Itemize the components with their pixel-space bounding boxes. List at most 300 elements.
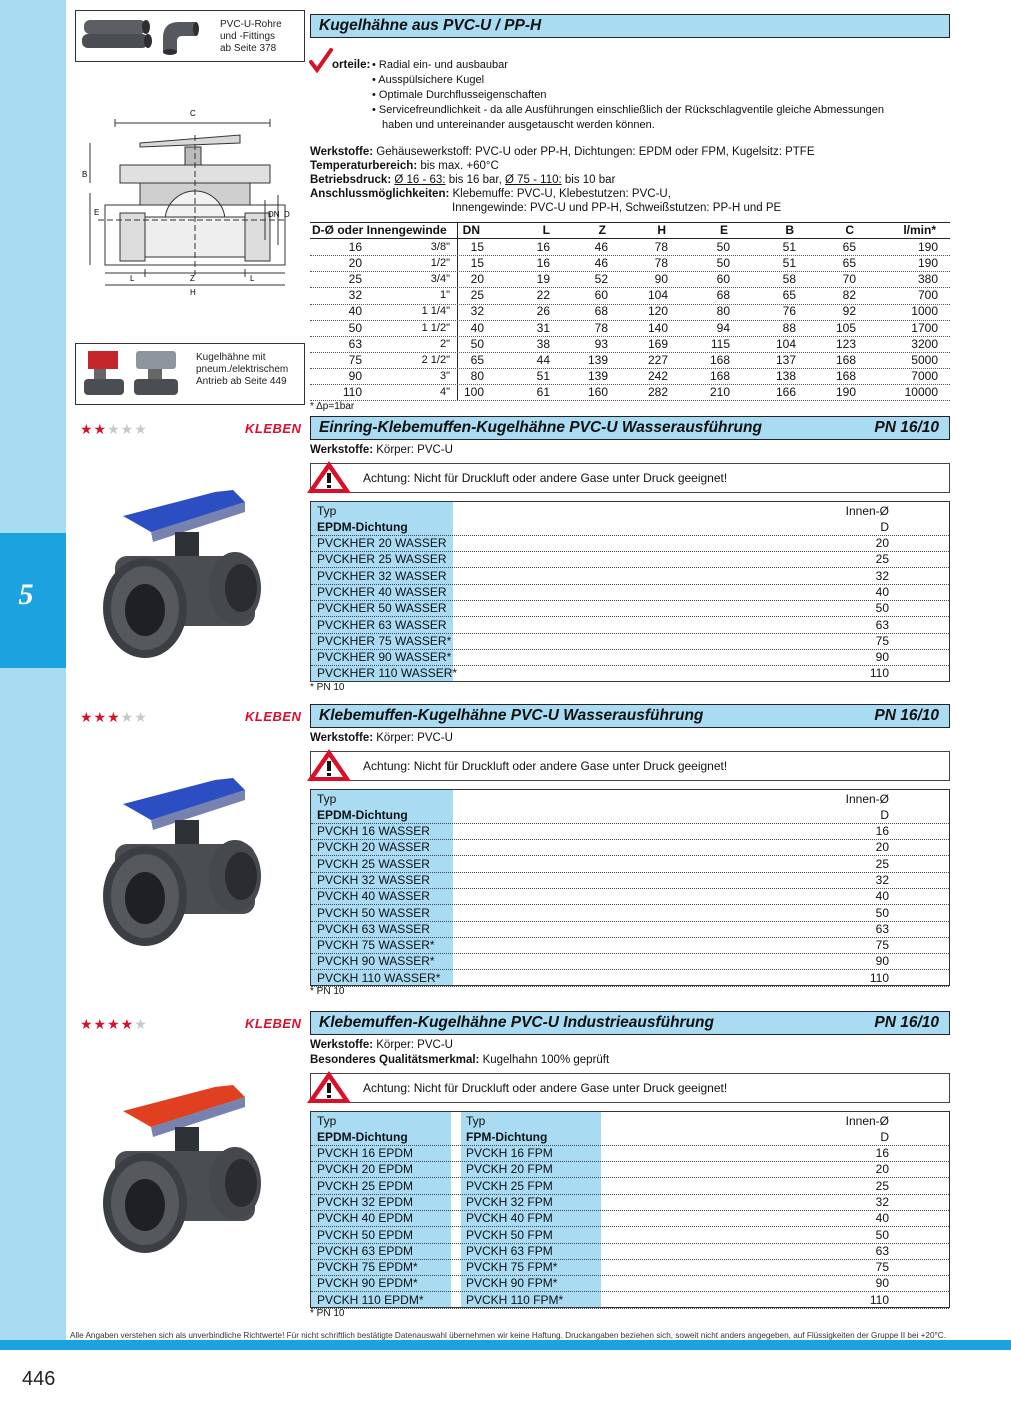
dimension-row: [310, 352, 950, 369]
cell-z: 93: [594, 336, 608, 351]
table-row[interactable]: [311, 584, 949, 601]
pipes-fittings-photo: [78, 12, 213, 60]
table-row[interactable]: [311, 1275, 949, 1292]
cell-e: 50: [716, 256, 730, 271]
dimension-row: [310, 320, 950, 337]
inner-diameter: 50: [875, 601, 889, 616]
inner-diameter: 75: [875, 938, 889, 953]
inner-diameter: 63: [875, 1243, 889, 1258]
type-code-fpm[interactable]: PVCKH 25 FPM: [466, 1178, 553, 1193]
cell-d: 75: [348, 352, 362, 367]
type-code-fpm[interactable]: PVCKH 16 FPM: [466, 1146, 553, 1160]
cell-flow: 190: [917, 256, 938, 271]
col-diameter-header: Innen-Ø: [845, 1114, 889, 1128]
werkstoffe-value: Körper: PVC-U: [376, 444, 453, 456]
advantage-item: • Optimale Durchflusseigenschaften: [372, 89, 547, 101]
dim-label-e: E: [94, 208, 100, 217]
cell-e: 94: [716, 320, 730, 335]
ref-pipes-text: [220, 19, 282, 55]
table-row[interactable]: [311, 856, 949, 873]
dimension-row: [310, 287, 950, 304]
col-header-flow: l/min*: [903, 223, 936, 237]
type-code[interactable]: PVCKH 50 WASSER: [317, 905, 430, 920]
type-code[interactable]: PVCKH 75 WASSER*: [317, 938, 435, 953]
table-row[interactable]: [311, 568, 949, 585]
inner-diameter: 40: [875, 1211, 889, 1226]
cell-b: 104: [775, 336, 796, 351]
type-code-fpm[interactable]: PVCKH 90 FPM*: [466, 1276, 558, 1291]
type-code[interactable]: PVCKH 40 WASSER: [317, 889, 430, 904]
cell-flow: 1700: [911, 320, 938, 335]
cell-d: 50: [348, 320, 362, 335]
product-table: [310, 1111, 950, 1308]
type-code[interactable]: PVCKHER 90 WASSER*: [317, 650, 452, 665]
inner-diameter: 63: [875, 617, 889, 632]
type-code[interactable]: PVCKH 16 WASSER: [317, 824, 430, 838]
cell-e: 50: [716, 240, 730, 254]
table-row[interactable]: [311, 649, 949, 666]
cell-l: 31: [536, 320, 550, 335]
page-number: 446: [22, 1368, 56, 1390]
type-code-fpm[interactable]: PVCKH 50 FPM: [466, 1227, 553, 1242]
cell-e: 115: [710, 336, 730, 351]
cell-l: 16: [536, 256, 550, 271]
cell-z: 60: [594, 288, 608, 303]
cell-h: 78: [654, 256, 668, 271]
type-code[interactable]: PVCKH 25 WASSER: [317, 856, 430, 871]
stars-off: ★: [134, 1016, 148, 1032]
type-code-fpm[interactable]: PVCKH 75 FPM*: [466, 1260, 558, 1275]
cell-l: 16: [536, 240, 550, 254]
section-footnote: * PN 10: [310, 681, 345, 693]
cell-dn: 100: [463, 384, 484, 399]
werkstoffe-label: Werkstoffe:: [310, 444, 374, 456]
col-header-d: D-Ø oder Innengewinde: [312, 223, 447, 237]
table-row[interactable]: [311, 1227, 949, 1244]
type-code[interactable]: PVCKH 75 EPDM*: [317, 1260, 418, 1275]
table-row[interactable]: [311, 937, 949, 954]
dimension-row: [310, 255, 950, 272]
inner-diameter: 16: [875, 1146, 889, 1160]
col-header-e: E: [719, 223, 728, 237]
cell-b: 65: [782, 288, 796, 303]
col-typ-header: Typ: [317, 792, 337, 806]
cell-l: 38: [536, 336, 550, 351]
dimension-row: [310, 384, 950, 401]
table-row[interactable]: [311, 551, 949, 568]
table-row[interactable]: [311, 1292, 949, 1309]
cell-dn: 65: [470, 352, 484, 367]
cell-c: 123: [835, 336, 856, 351]
cell-d: 25: [348, 272, 362, 287]
type-code[interactable]: PVCKH 32 WASSER: [317, 872, 430, 887]
inner-diameter: 90: [875, 954, 889, 969]
type-code[interactable]: PVCKHER 75 WASSER*: [317, 633, 452, 648]
section-title-box: [310, 416, 950, 440]
cell-dn: 15: [470, 240, 484, 254]
col-diameter-header: Innen-Ø: [845, 504, 889, 518]
cell-dn: 20: [470, 272, 484, 287]
type-code[interactable]: PVCKHER 32 WASSER: [317, 568, 447, 583]
col-seal2-header: FPM-Dichtung: [466, 1130, 548, 1144]
cell-thread: 4": [439, 385, 450, 398]
stars-on: ★★★: [80, 709, 121, 725]
warning-bar: [310, 1073, 950, 1103]
inner-diameter: 25: [875, 856, 889, 871]
cell-c: 82: [842, 288, 856, 303]
table-row[interactable]: [311, 1178, 949, 1195]
header-title-box: [310, 14, 950, 38]
cell-e: 168: [709, 368, 730, 383]
section-title: Klebemuffen-Kugelhähne PVC-U Wasserausführung: [319, 707, 704, 724]
anschluss-label: Anschlussmöglichkeiten:: [310, 188, 450, 200]
type-code[interactable]: PVCKH 32 EPDM: [317, 1194, 414, 1209]
dimension-table: [310, 222, 950, 402]
cell-d: 20: [348, 256, 362, 271]
inner-diameter: 110: [869, 1292, 889, 1307]
col-typ-header: Typ: [317, 1114, 337, 1128]
dimension-row: [310, 239, 950, 256]
type-code[interactable]: PVCKHER 40 WASSER: [317, 584, 447, 599]
dimension-row: [310, 271, 950, 288]
col-header-h: H: [657, 223, 666, 237]
type-code[interactable]: PVCKH 16 EPDM: [317, 1146, 414, 1160]
type-code[interactable]: PVCKH 63 WASSER: [317, 921, 430, 936]
table-header-row: [311, 1113, 949, 1129]
product-table: [310, 501, 950, 682]
ref-pipes-line3: ab Seite 378: [220, 43, 277, 54]
cell-z: 160: [587, 384, 608, 399]
type-code[interactable]: PVCKHER 110 WASSER*: [317, 666, 458, 681]
type-code-fpm[interactable]: PVCKH 63 FPM: [466, 1243, 553, 1258]
cell-e: 210: [709, 384, 730, 399]
cell-flow: 3200: [911, 336, 938, 351]
warning-text: Achtung: Nicht für Druckluft oder andere Gase unter Druck geeignet!: [363, 1081, 728, 1095]
table-row[interactable]: [311, 823, 949, 840]
cell-dn: 25: [470, 288, 484, 303]
type-code[interactable]: PVCKH 20 WASSER: [317, 840, 430, 855]
cell-dn: 40: [470, 320, 484, 335]
inner-diameter: 32: [875, 872, 889, 887]
table-row[interactable]: [311, 1161, 949, 1178]
anschluss-line1: Klebemuffe: PVC-U, Klebestutzen: PVC-U,: [452, 188, 671, 200]
section-werkstoffe: [310, 731, 453, 745]
cell-b: 137: [775, 352, 796, 367]
table-row[interactable]: [311, 1243, 949, 1260]
page-title: Kugelhähne aus PVC-U / PP-H: [319, 17, 542, 34]
cell-b: 88: [782, 320, 796, 335]
cell-z: 78: [594, 320, 608, 335]
table-row[interactable]: [311, 535, 949, 552]
type-code[interactable]: PVCKH 90 EPDM*: [317, 1276, 418, 1291]
cell-thread: 3/4": [430, 273, 450, 286]
stars-off: ★★★: [107, 421, 148, 437]
ball-valve-photo: [95, 1071, 275, 1286]
type-code[interactable]: PVCKH 90 WASSER*: [317, 954, 435, 969]
druck-val2: bis 10 bar: [564, 174, 616, 186]
type-code[interactable]: PVCKH 63 EPDM: [317, 1243, 414, 1258]
type-code-fpm[interactable]: PVCKH 110 FPM*: [466, 1292, 564, 1307]
table-row[interactable]: [311, 1194, 949, 1211]
quality-label: Besonderes Qualitätsmerkmal:: [310, 1054, 480, 1066]
kleben-label: KLEBEN: [245, 421, 302, 436]
table-row[interactable]: [311, 665, 949, 682]
inner-diameter: 50: [875, 905, 889, 920]
stars-on: ★★: [80, 421, 108, 437]
inner-diameter: 20: [875, 1162, 889, 1177]
werkstoffe-label: Werkstoffe:: [310, 732, 374, 744]
werkstoffe-value: Körper: PVC-U: [376, 1039, 453, 1051]
pressure-rating: PN 16/10: [874, 707, 939, 724]
cell-h: 227: [647, 352, 668, 367]
inner-diameter: 25: [875, 1178, 889, 1193]
cell-z: 139: [587, 352, 608, 367]
advantage-item: haben und untereinander ausgetauscht werden können.: [382, 119, 655, 131]
cell-l: 22: [536, 288, 550, 303]
table-row[interactable]: [311, 872, 949, 889]
cell-h: 140: [647, 320, 668, 335]
inner-diameter: 16: [875, 824, 889, 838]
cell-c: 65: [842, 256, 856, 271]
cell-flow: 1000: [911, 304, 938, 319]
werkstoffe-value: Körper: PVC-U: [376, 732, 453, 744]
section-title: Einring-Klebemuffen-Kugelhähne PVC-U Wasserausführung: [319, 419, 762, 436]
cell-c: 70: [842, 272, 856, 287]
dim-label-b: B: [82, 170, 88, 179]
werkstoffe-value: Gehäusewerkstoff: PVC-U oder PP-H, Dichtungen: EPDM oder FPM, Kugelsitz: PTFE: [376, 146, 815, 158]
checkmark-icon: [309, 48, 333, 74]
col-seal-header: EPDM-Dichtung: [317, 520, 408, 534]
dim-label-c: C: [190, 109, 196, 118]
inner-diameter: 75: [875, 633, 889, 648]
cell-thread: 2": [439, 337, 450, 350]
col-diameter-header: Innen-Ø: [845, 792, 889, 806]
warning-text: Achtung: Nicht für Druckluft oder andere Gase unter Druck geeignet!: [363, 471, 728, 485]
warning-icon: [307, 459, 353, 495]
kleben-label: KLEBEN: [245, 709, 302, 724]
warning-bar: [310, 463, 950, 493]
stars-on: ★★★★: [80, 1016, 135, 1032]
cell-z: 46: [594, 240, 608, 254]
table-row[interactable]: [311, 953, 949, 970]
cell-thread: 1 1/4": [421, 305, 450, 318]
cell-z: 68: [594, 304, 608, 319]
col-typ2-header: Typ: [466, 1114, 486, 1128]
table-subheader-row: [311, 807, 949, 824]
type-code[interactable]: PVCKH 110 EPDM*: [317, 1292, 424, 1307]
cell-d: 110: [342, 384, 362, 399]
advantage-item: • Radial ein- und ausbaubar: [372, 59, 508, 71]
advantages-label: orteile:: [332, 59, 371, 71]
type-code[interactable]: PVCKHER 63 WASSER: [317, 617, 447, 632]
table-row[interactable]: [311, 1259, 949, 1276]
type-code[interactable]: PVCKHER 25 WASSER: [317, 552, 447, 567]
cell-b: 51: [782, 240, 796, 254]
cell-c: 105: [835, 320, 856, 335]
cell-l: 51: [536, 368, 550, 383]
table-row[interactable]: [311, 921, 949, 938]
table-row[interactable]: [311, 1210, 949, 1227]
ref-box-pipes[interactable]: [75, 10, 305, 62]
section-title-box: [310, 1011, 950, 1035]
inner-diameter: 40: [875, 584, 889, 599]
section-werkstoffe: [310, 443, 453, 457]
inner-diameter: 90: [875, 1276, 889, 1291]
table-subheader-row: [311, 1129, 949, 1146]
cell-h: 242: [647, 368, 668, 383]
cell-flow: 7000: [911, 368, 938, 383]
cell-thread: 3/8": [430, 241, 450, 253]
cell-flow: 10000: [904, 384, 938, 399]
table-header-row: [311, 503, 949, 519]
cell-h: 104: [647, 288, 668, 303]
type-code[interactable]: PVCKH 40 EPDM: [317, 1211, 414, 1226]
product-table: [310, 789, 950, 986]
col-header-z: Z: [598, 223, 606, 237]
chapter-number: 5: [18, 578, 34, 611]
cell-b: 51: [782, 256, 796, 271]
inner-diameter: 90: [875, 650, 889, 665]
col-header-dn: DN: [462, 223, 480, 237]
ref-actuated-line3: Antrieb ab Seite 449: [196, 376, 287, 387]
dimension-row: [310, 303, 950, 320]
cell-d: 63: [348, 336, 362, 351]
cell-d: 40: [348, 304, 362, 319]
cell-flow: 700: [917, 288, 938, 303]
type-code-fpm[interactable]: PVCKH 32 FPM: [466, 1194, 553, 1209]
cell-e: 80: [716, 304, 730, 319]
advantages-list: [372, 58, 884, 133]
werkstoffe-label: Werkstoffe:: [310, 1039, 374, 1051]
inner-diameter: 63: [875, 921, 889, 936]
dimension-row: [310, 368, 950, 385]
table-row[interactable]: [311, 970, 949, 987]
inner-diameter: 20: [875, 840, 889, 855]
col-header-l: L: [542, 223, 550, 237]
inner-diameter: 32: [875, 568, 889, 583]
druck-val1: bis 16 bar,: [448, 174, 502, 186]
rating-stars: [80, 1016, 148, 1033]
cell-flow: 380: [917, 272, 938, 287]
footer-bar: [0, 1340, 1011, 1350]
druck-range1: Ø 16 - 63:: [394, 174, 446, 186]
cell-l: 19: [536, 272, 550, 287]
ref-actuated-text: [196, 352, 288, 388]
table-subheader-row: [311, 519, 949, 536]
pressure-rating: PN 16/10: [874, 419, 939, 436]
cell-c: 168: [835, 352, 856, 367]
cell-z: 139: [587, 368, 608, 383]
cell-thread: 1": [439, 289, 450, 302]
dim-label-h: H: [190, 288, 196, 297]
quality-value: Kugelhahn 100% geprüft: [482, 1054, 610, 1066]
table-row[interactable]: [311, 1145, 949, 1162]
type-code[interactable]: PVCKH 110 WASSER*: [317, 970, 441, 985]
cell-b: 58: [782, 272, 796, 287]
cell-l: 61: [536, 384, 550, 399]
stars-off: ★★: [120, 709, 148, 725]
table-row[interactable]: [311, 905, 949, 922]
cell-dn: 80: [470, 368, 484, 383]
specs-block: [310, 145, 960, 215]
cell-h: 90: [654, 272, 668, 287]
werkstoffe-label: Werkstoffe:: [310, 146, 374, 158]
cell-l: 26: [536, 304, 550, 319]
type-code[interactable]: PVCKHER 50 WASSER: [317, 601, 447, 616]
table-row[interactable]: [311, 617, 949, 634]
cell-flow: 5000: [911, 352, 938, 367]
inner-diameter: 32: [875, 1194, 889, 1209]
warning-bar: [310, 751, 950, 781]
inner-diameter: 110: [869, 666, 889, 681]
cell-d: 90: [348, 368, 362, 383]
section-title: Klebemuffen-Kugelhähne PVC-U Industrieausführung: [319, 1014, 714, 1031]
cell-h: 120: [647, 304, 668, 319]
cell-thread: 3": [439, 369, 450, 382]
type-code-fpm[interactable]: PVCKH 20 FPM: [466, 1162, 553, 1177]
anschluss-line2: Innengewinde: PVC-U und PP-H, Schweißstutzen: PP-H und PE: [452, 202, 782, 214]
druck-range2: Ø 75 - 110:: [505, 174, 562, 186]
type-code[interactable]: PVCKH 25 EPDM: [317, 1178, 414, 1193]
warning-icon: [307, 1069, 353, 1105]
dimension-header-row: [310, 222, 950, 239]
ref-box-actuated[interactable]: [75, 343, 305, 405]
cell-thread: 1 1/2": [421, 321, 450, 334]
table-row[interactable]: [311, 888, 949, 905]
temp-label: Temperaturbereich:: [310, 160, 418, 172]
table-row[interactable]: [311, 633, 949, 650]
cell-h: 169: [647, 336, 668, 351]
col-d-header: D: [880, 808, 889, 822]
cell-flow: 190: [917, 240, 938, 254]
dim-label-l2: L: [250, 274, 255, 283]
type-code[interactable]: PVCKH 50 EPDM: [317, 1227, 414, 1242]
type-code-fpm[interactable]: PVCKH 40 FPM: [466, 1211, 553, 1226]
druck-label: Betriebsdruck:: [310, 174, 392, 186]
section-werkstoffe: [310, 1038, 453, 1052]
dim-label-l1: L: [130, 274, 135, 283]
legal-footnote: Alle Angaben verstehen sich als unverbindliche Richtwerte! Für nicht schriftlich bestätigte Datenauswahl übernehmen wir keine Haftung. Druckangaben beziehen sich, soweit nicht anders angegeben, auf Flüssigkeiten der Gruppe II bei +20°C.: [70, 1331, 946, 1340]
advantage-item: • Ausspülsichere Kugel: [372, 74, 485, 86]
cell-dn: 32: [470, 304, 484, 319]
table-row[interactable]: [311, 600, 949, 617]
cell-l: 44: [536, 352, 550, 367]
cell-e: 168: [709, 352, 730, 367]
ref-actuated-line1: Kugelhähne mit: [196, 352, 266, 363]
technical-drawing: [80, 105, 305, 300]
type-code[interactable]: PVCKH 20 EPDM: [317, 1162, 414, 1177]
dimension-footnote: * Δp=1bar: [310, 401, 355, 412]
col-header-c: C: [845, 223, 854, 237]
cell-z: 46: [594, 256, 608, 271]
cell-d: 32: [348, 288, 362, 303]
type-code[interactable]: PVCKHER 20 WASSER: [317, 536, 447, 550]
pressure-rating: PN 16/10: [874, 1014, 939, 1031]
chapter-sidebar: [0, 0, 66, 1340]
ref-pipes-line1: PVC-U-Rohre: [220, 19, 282, 30]
kleben-label: KLEBEN: [245, 1016, 302, 1031]
col-header-b: B: [785, 223, 794, 237]
cell-h: 282: [647, 384, 668, 399]
cell-thread: 1/2": [430, 257, 450, 270]
inner-diameter: 110: [869, 970, 889, 985]
cell-b: 76: [782, 304, 796, 319]
inner-diameter: 20: [875, 536, 889, 550]
temp-value: bis max. +60°C: [420, 160, 499, 172]
cell-dn: 50: [470, 336, 484, 351]
section-title-box: [310, 704, 950, 728]
table-row[interactable]: [311, 839, 949, 856]
